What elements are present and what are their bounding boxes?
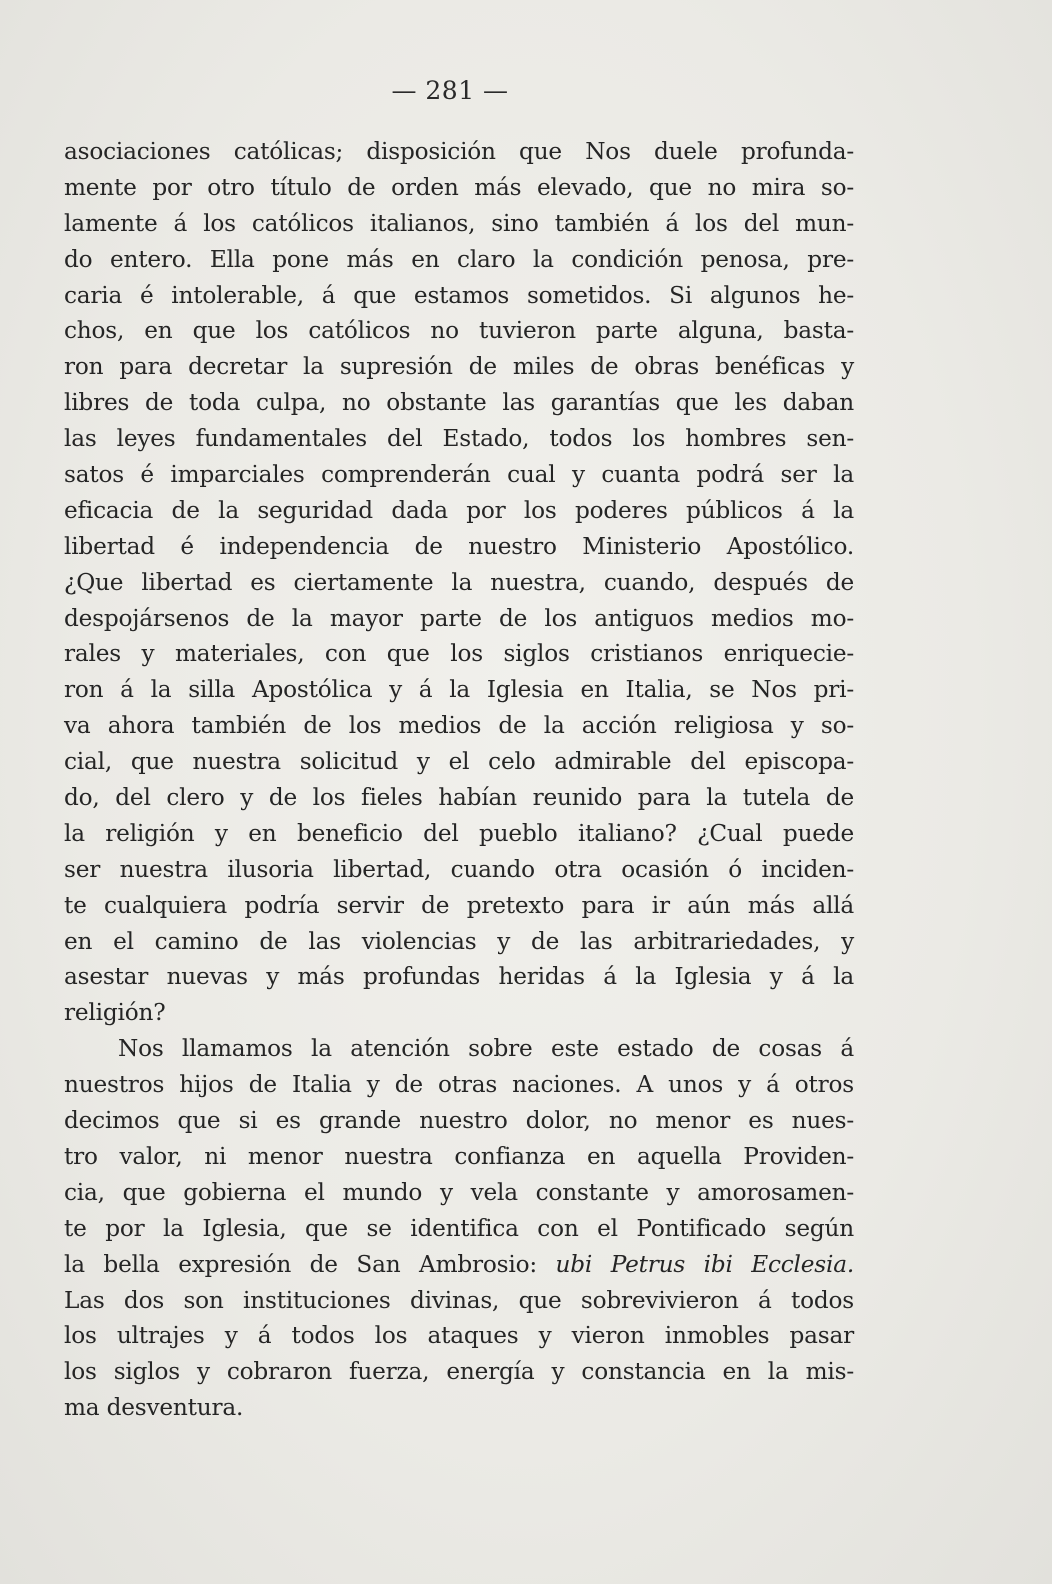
- text-line: mente por otro título de orden más elevado, que no mira so-: [64, 173, 854, 201]
- text-line: rales y materiales, con que los siglos cristianos enriquecie-: [64, 640, 854, 668]
- text-line: libertad é independencia de nuestro Ministerio Apostólico.: [64, 532, 854, 560]
- text-line: la religión y en beneficio del pueblo italiano? ¿Cual puede: [64, 819, 854, 847]
- text-line: Nos llamamos la atención sobre este estado de cosas á: [118, 1035, 854, 1063]
- text-line: do entero. Ella pone más en claro la condición penosa, pre-: [64, 245, 854, 273]
- text-line: tro valor, ni menor nuestra confianza en aquella Providen-: [64, 1142, 854, 1170]
- text-line: te cualquiera podría servir de pretexto para ir aún más allá: [64, 891, 854, 919]
- text-line: asestar nuevas y más profundas heridas á la Iglesia y á la: [64, 963, 854, 991]
- text-line: decimos que si es grande nuestro dolor, no menor es nues-: [64, 1107, 854, 1135]
- text-segment: la bella expresión de San Ambrosio:: [64, 1250, 556, 1278]
- text-line: ma desventura.: [64, 1394, 244, 1422]
- text-line: lamente á los católicos italianos, sino también á los del mun-: [64, 209, 854, 237]
- text-line: ron para decretar la supresión de miles de obras benéficas y: [64, 353, 854, 381]
- text-line: chos, en que los católicos no tuvieron parte alguna, basta-: [64, 317, 854, 345]
- text-line: en el camino de las violencias y de las arbitrariedades, y: [64, 927, 854, 955]
- text-line: las leyes fundamentales del Estado, todos los hombres sen-: [64, 425, 854, 453]
- text-line: va ahora también de los medios de la acción religiosa y so-: [64, 712, 854, 740]
- text-line: despojársenos de la mayor parte de los antiguos medios mo-: [64, 604, 854, 632]
- text-line: ¿Que libertad es ciertamente la nuestra, cuando, después de: [64, 568, 854, 596]
- text-line: asociaciones católicas; disposición que Nos duele profunda-: [64, 138, 854, 165]
- latin-quote: ubi Petrus ibi Ecclesia.: [555, 1250, 855, 1278]
- text-line: caria é intolerable, á que estamos sometidos. Si algunos he-: [64, 281, 854, 309]
- text-line: Las dos son instituciones divinas, que sobrevivieron á todos: [64, 1286, 854, 1314]
- body-text: [64, 134, 854, 1426]
- text-line: cia, que gobierna el mundo y vela constante y amorosamen-: [64, 1178, 854, 1206]
- text-line: nuestros hijos de Italia y de otras naciones. A unos y á otros: [64, 1071, 854, 1099]
- text-line: ron á la silla Apostólica y á la Iglesia en Italia, se Nos pri-: [64, 676, 854, 704]
- text-line: [64, 1247, 854, 1283]
- text-line: libres de toda culpa, no obstante las garantías que les daban: [64, 389, 854, 417]
- text-line: los siglos y cobraron fuerza, energía y constancia en la mis-: [64, 1358, 854, 1386]
- text-line: los ultrajes y á todos los ataques y vieron inmobles pasar: [64, 1322, 854, 1350]
- text-line: ser nuestra ilusoria libertad, cuando otra ocasión ó inciden-: [64, 855, 854, 883]
- text-line: cial, que nuestra solicitud y el celo admirable del episcopa-: [64, 748, 854, 776]
- text-line: do, del clero y de los fieles habían reunido para la tutela de: [64, 784, 854, 812]
- page-number: — 281 —: [391, 76, 509, 105]
- text-line: eficacia de la seguridad dada por los poderes públicos á la: [64, 496, 854, 524]
- text-line: te por la Iglesia, que se identifica con el Pontificado según: [64, 1214, 854, 1242]
- text-line: religión?: [64, 999, 166, 1027]
- text-line: satos é imparciales comprenderán cual y cuanta podrá ser la: [64, 461, 854, 489]
